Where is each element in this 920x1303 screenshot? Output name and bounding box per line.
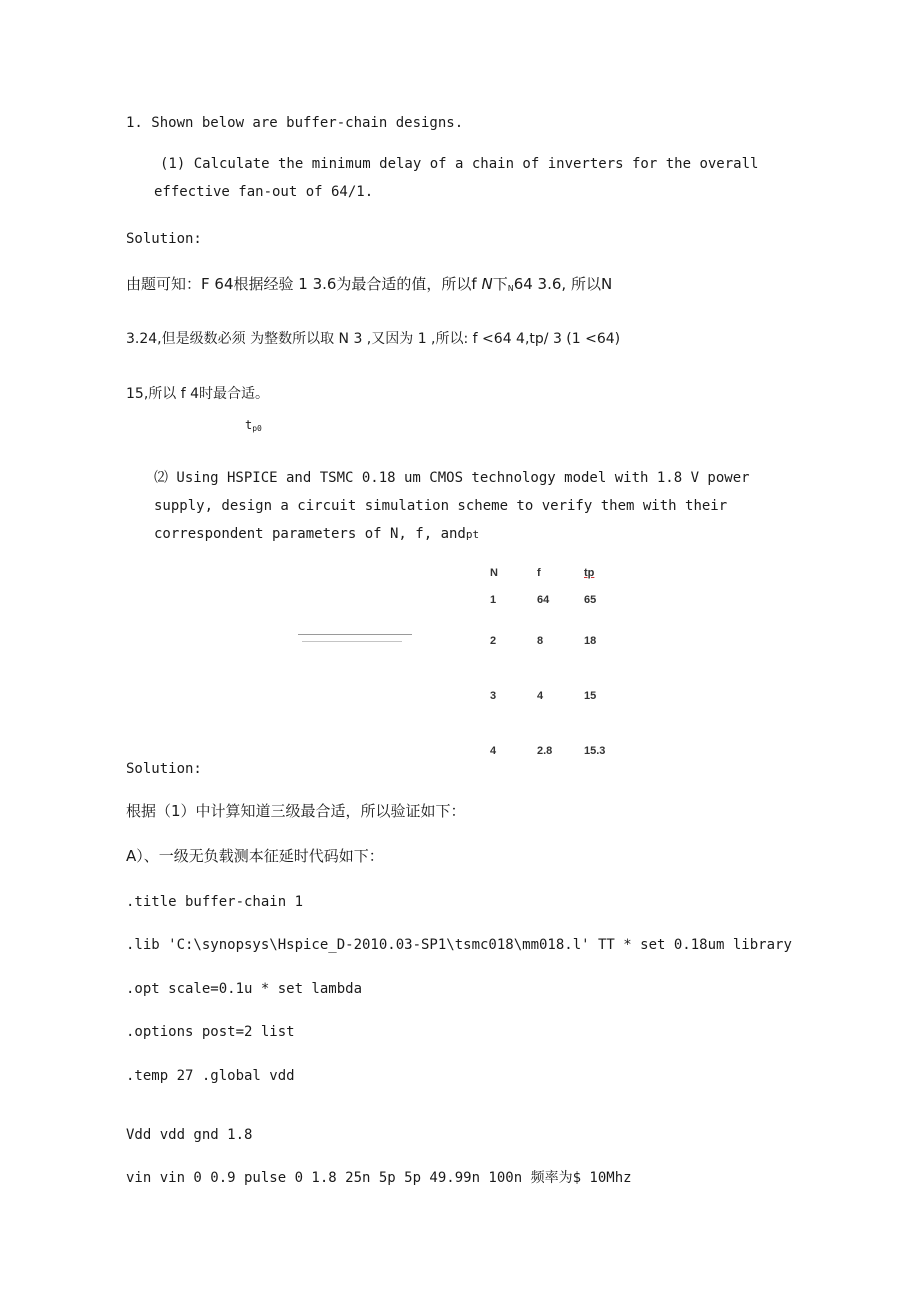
table-row1-tp: 65 <box>584 594 597 606</box>
part2-text-line1: ⑵ Using HSPICE and TSMC 0.18 um CMOS technology model with 1.8 V power <box>154 470 750 486</box>
part1-text-line2: effective fan-out of 64/1. <box>154 184 374 200</box>
tp0-label <box>245 416 262 438</box>
table-header-f: f <box>537 567 541 579</box>
table-row3-n: 3 <box>490 690 497 702</box>
part2-text-line3-b: pt <box>465 528 480 541</box>
code-line: Vdd vdd gnd 1.8 <box>126 1127 253 1143</box>
code-line: .options post=2 list <box>126 1024 295 1040</box>
code-line: .opt scale=0.1u * set lambda <box>126 981 363 997</box>
solution-line1 <box>126 275 612 298</box>
solution-line1-part-c: 64 3.6, 所以N <box>513 275 613 293</box>
solution-line3: 15,所以 f 4时最合适。 <box>126 386 270 402</box>
solution2-line2: A）、一级无负载测本征延时代码如下： <box>126 847 384 865</box>
solution-label: Solution: <box>126 231 202 247</box>
table-header-tp: tp <box>584 567 595 579</box>
tp0-main: t <box>245 418 253 432</box>
code-line: .lib 'C:\synopsys\Hspice_D-2010.03-SP1\tsmc018\mm018.l' TT * set 0.18um library <box>126 937 792 953</box>
table-row2-tp: 18 <box>584 635 597 647</box>
code-line: vin vin 0 0.9 pulse 0 1.8 25n 5p 5p 49.99n 100n 频率为$ 10Mhz <box>126 1170 632 1186</box>
part2-text-line2: supply, design a circuit simulation scheme to verify them with their <box>154 498 728 514</box>
solution-line1-part-a: 由题可知：F 64根据经验 1 3.6为最合适的值，所以f <box>126 275 482 293</box>
table-row1-n: 1 <box>490 594 497 606</box>
solution-line1-part-b: 下 <box>492 275 508 293</box>
table-row4-f: 2.8 <box>537 745 553 757</box>
solution-line2: 3.24,但是级数必须 为整数所以取 N 3 ,又因为 1 ,所以: f <64 4,tp/ 3 (1 <64) <box>126 331 621 347</box>
solution-line1-n: N <box>481 275 493 293</box>
code-line: .temp 27 .global vdd <box>126 1068 295 1084</box>
table-row2-n: 2 <box>490 635 497 647</box>
table-row1-f: 64 <box>537 594 550 606</box>
table-row3-f: 4 <box>537 690 544 702</box>
question-heading: 1. Shown below are buffer-chain designs. <box>126 115 464 131</box>
figure-line-top <box>298 634 412 635</box>
table-row2-f: 8 <box>537 635 544 647</box>
part2-text-line3-a: correspondent parameters of N, f, and <box>154 526 466 542</box>
solution2-line1: 根据（1）中计算知道三级最合适，所以验证如下： <box>126 802 466 820</box>
tp0-sub: p0 <box>252 424 262 433</box>
table-row3-tp: 15 <box>584 690 597 702</box>
solution-line1-sub: N <box>507 284 514 293</box>
table-row4-n: 4 <box>490 745 497 757</box>
figure-line-bottom <box>302 641 402 642</box>
part2-text-line3 <box>154 525 479 544</box>
solution2-label: Solution: <box>126 761 202 777</box>
table-row4-tp: 15.3 <box>584 745 606 757</box>
part1-text-line1: (1) Calculate the minimum delay of a chain of inverters for the overall <box>160 156 759 172</box>
table-header-n: N <box>490 567 498 579</box>
code-line: .title buffer-chain 1 <box>126 894 304 910</box>
